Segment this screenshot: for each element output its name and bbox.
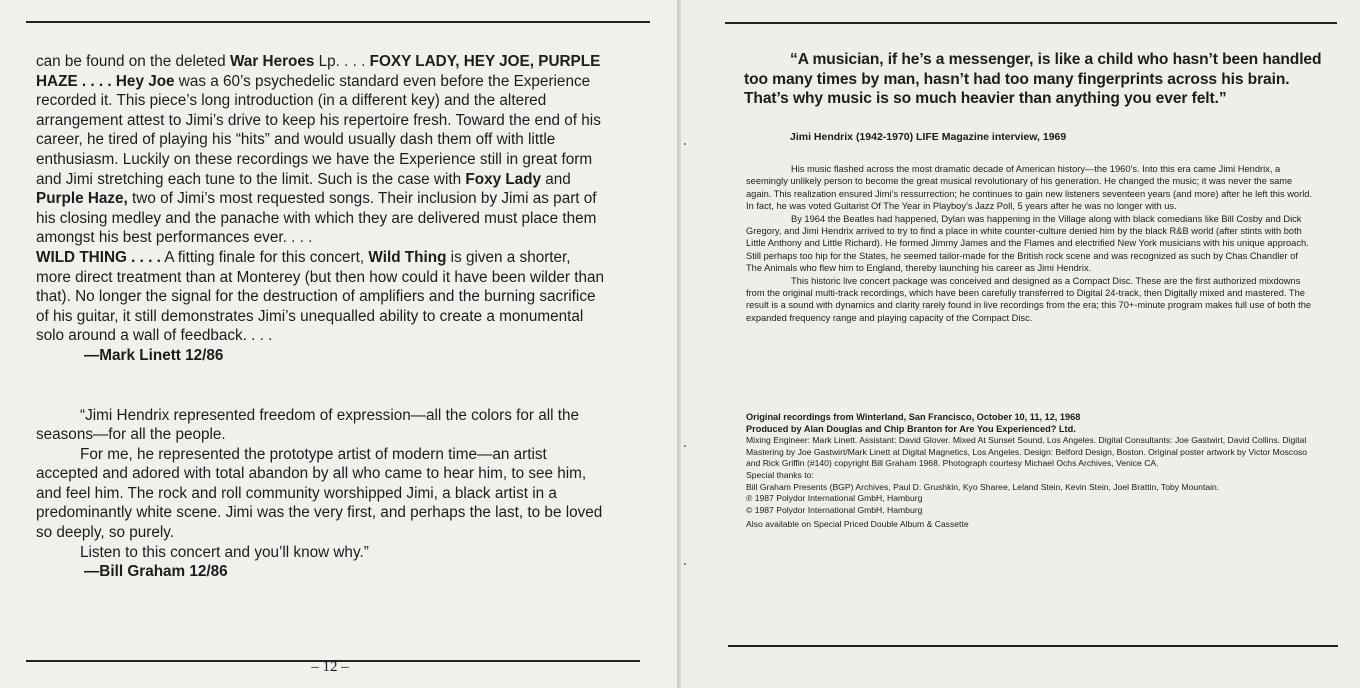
credits-phonographic-copyright: ℗ 1987 Polydor International GmbH, Hamburg	[746, 493, 923, 504]
credits-thanks: Bill Graham Presents (BGP) Archives, Paul D. Grushkin, Kyo Sharee, Leland Stein, Kevin Stein, Joel Brattin, Toby Mountain.	[746, 481, 1220, 492]
body-paragraph-3: This historic live concert package was conceived and designed as a Compact Disc. These are the first authorized mixdowns from the original multi-track recordings, which have been carefully transferred to Digital 24-track, then Digitally mixed and mastered. The result is a sound with dynamics and clarity rarely found in live recordings from the era; this 70+-minute program makes full use of both the expanded frequency range and playing capacity of the Compact Disc.	[746, 275, 1312, 323]
left-text-column	[36, 52, 608, 582]
credits-availability: Also available on Special Priced Double Album & Cassette	[746, 519, 969, 530]
bleed-mark	[684, 445, 686, 447]
body-paragraph-1: His music flashed across the most dramatic decade of American history—the 1960’s. Into this era came Jimi Hendrix, a seemingly unlikely person to become the great musical revolutionary of his generation. He changed the music; it was never the same again. This realization ensured Jimi’s ressurrection; he continues to gain new listeners seventeen years (and more) after he left this world. In fact, he was voted Guitarist Of The Year in Playboy’s Jazz Poll, 5 years after he was no longer with us.	[746, 164, 1313, 212]
bleed-mark	[684, 143, 686, 145]
quote-attribution: Jimi Hendrix (1942-1970) LIFE Magazine interview, 1969	[790, 131, 1067, 143]
graham-paragraph-1: “Jimi Hendrix represented freedom of expression—all the colors for all the seasons—for all the people.	[36, 406, 580, 444]
top-rule-right	[725, 22, 1337, 24]
signature-bill-graham: —Bill Graham 12/86	[84, 563, 228, 581]
bottom-rule-right	[728, 645, 1338, 647]
body-paragraph-2: By 1964 the Beatles had happened, Dylan was happening in the Village along with black comedians like Bill Cosby and Dick Gregory, and Jimi Hendrix arrived to try to find a place in white counter-culture denied him by the black R&B world (after stints with both Little Anthony and Little Richard). He formed Jimmy James and the Flames and electrified New York musicians with his unique approach. Still perhaps too hip for the States, he seemed tailor-made for the British rock scene and was recognized as such by Chas Chandler of The Animals who flew him to England, thereby launching his career as Jimi Hendrix.	[746, 213, 1309, 274]
graham-paragraph-2: For me, he represented the prototype artist of modern time—an artist accepted and adored with total abandon by all who came to hear him, to see him, and feel him. The rock and roll community worshipped Jimi, a black artist in a predominantly white scene. Jimi was the very first, and perhaps the last, to be loved so deeply, so purely.	[36, 445, 603, 542]
bleed-mark	[684, 563, 686, 565]
liner-paragraph-2: WILD THING . . . . A fitting finale for this concert, Wild Thing is given a shorter, more direct treatment than at Monterey (but then how could it have been wilder than that). No longer the signal for the destruction of amplifiers and the burning sacrifice of his guitar, it still demonstrates Jimi’s unequalled ability to create a monumental solo around a wall of feedback. . . .	[36, 248, 605, 345]
quote-text: “A musician, if he’s a messenger, is like a child who hasn’t been handled too many times by man, hasn’t had too many fingerprints across his brain. That’s why music is so much heavier than anything you ever felt.”	[744, 51, 1322, 107]
credits-block	[746, 412, 1316, 531]
credits-heading-recordings: Original recordings from Winterland, San Francisco, October 10, 11, 12, 1968	[746, 412, 1081, 422]
graham-paragraph-3: Listen to this concert and you’ll know why.”	[80, 543, 369, 561]
top-rule-left	[26, 21, 650, 23]
credits-staff: Mixing Engineer: Mark Linett. Assistant: David Glover. Mixed At Sunset Sound, Los Angeles. Digital Consultants: Joe Gastwirt, David Collins. Digital Mastering by Joe Gastwirt/Mark Linett at Digital Magnetics, Los Angeles. Design: Belford Design, Boston. Original poster artwork by Victor Moscoso and Rick Griffin (#140) copyright Bill Graham 1968. Photograph courtesy Michael Ochs Archives, Venice CA.	[746, 435, 1308, 469]
credits-thanks-label: Special thanks to:	[746, 469, 814, 480]
credits-copyright: © 1987 Polydor International GmbH, Hamburg	[746, 504, 923, 515]
liner-paragraph-1: can be found on the deleted War Heroes Lp. . . . FOXY LADY, HEY JOE, PURPLE HAZE . . . . Hey Joe was a 60’s psychedelic standard even before the Experience recorded it. This piece’s long introduction (in a different key) and the altered arrangement attest to Jimi’s drive to keep his repertoire fresh. Toward the end of his career, he tired of playing his “hits” and would usually dash them off with little enthusiasm. Luckily on these recordings we have the Experience still in great form and Jimi stretching each tune to the limit. Such is the case with Foxy Lady and Purple Haze, two of Jimi’s most requested songs. Their inclusion by Jimi as part of his closing medley and the panache with which they are delivered must place them amongst his best performances ever. . . .	[36, 53, 601, 247]
credits-heading-producers: Produced by Alan Douglas and Chip Branton for Are You Experienced? Ltd.	[746, 423, 1076, 434]
left-page	[0, 0, 677, 688]
hendrix-quote	[744, 50, 1324, 109]
signature-mark-linett: —Mark Linett 12/86	[84, 346, 224, 364]
right-body-text	[746, 163, 1316, 324]
page-number: – 12 –	[311, 659, 349, 675]
